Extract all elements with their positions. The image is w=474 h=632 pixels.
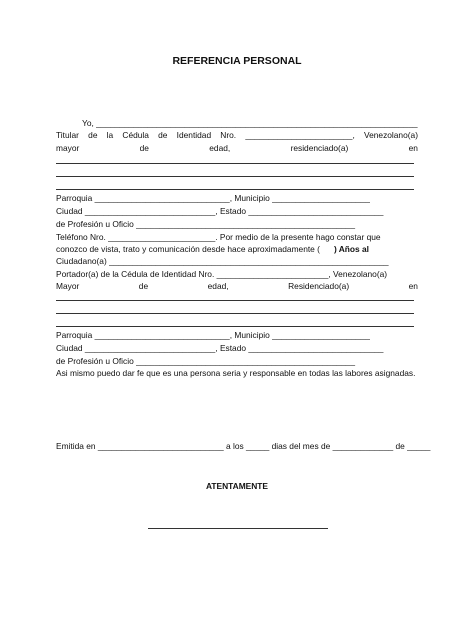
document-title: REFERENCIA PERSONAL [172, 55, 302, 67]
word: de [88, 130, 98, 140]
mayor-line [56, 143, 418, 153]
conozco-line [56, 244, 369, 254]
ciudad-line: Ciudad ____________________________, Estado _____________________________ [56, 206, 384, 216]
word: Venezolano(a) [363, 130, 418, 140]
word: Mayor [56, 281, 80, 291]
word: Nro. [220, 130, 237, 140]
word: de [158, 130, 168, 140]
yo-line: Yo, _____________________________________________________________________ [82, 118, 418, 128]
word: de [139, 143, 149, 153]
word: en [408, 143, 418, 153]
titular-line [56, 130, 418, 140]
word: mayor [56, 143, 80, 153]
parroquia-line: Parroquia _____________________________, Municipio _____________________ [56, 193, 370, 203]
word: en [408, 281, 418, 291]
parroquia-line-2: Parroquia _____________________________, Municipio _____________________ [56, 330, 370, 340]
word: la [106, 130, 114, 140]
blank-line [56, 189, 414, 190]
telefono-line: Teléfono Nro. _______________________. Por medio de la presente hago constar que [56, 232, 381, 242]
word: _______________________, [245, 130, 355, 140]
word: de [138, 281, 149, 291]
ciudad-line-2: Ciudad ____________________________, Estado _____________________________ [56, 343, 384, 353]
portador-line: Portador(a) de la Cédula de Identidad Nro. ________________________, Venezolano(a) [56, 269, 388, 279]
blank-line [56, 326, 414, 327]
emitida-line: Emitida en ___________________________ a los _____ dias del mes de _____________ de _____ [56, 441, 431, 451]
mayor2-line [56, 281, 418, 291]
ciudadano-line: Ciudadano(a) ____________________________________________________________ [56, 256, 389, 266]
profesion-line-2: de Profesión u Oficio _______________________________________________ [56, 356, 355, 366]
atentamente-heading: ATENTAMENTE [205, 481, 269, 491]
word: Identidad [176, 130, 212, 140]
asi-mismo-paragraph: Asi mismo puedo dar fe que es una persona seria y responsable en todas las labores asignadas. [56, 368, 416, 378]
blank-line [56, 163, 414, 164]
conozco-text: conozco de vista, trato y comunicación desde hace aproximadamente ( [56, 244, 320, 254]
blank-line [56, 313, 414, 314]
word: edad, [209, 143, 231, 153]
word: Cédula [122, 130, 149, 140]
signature-line [148, 528, 328, 529]
blank-line [56, 176, 414, 177]
anos-text: ) Años al [333, 244, 369, 254]
word: Residenciado(a) [288, 281, 350, 291]
word: Titular [56, 130, 79, 140]
blank-line [56, 300, 414, 301]
word: residenciado(a) [290, 143, 349, 153]
profesion-line: de Profesión u Oficio _______________________________________________ [56, 219, 355, 229]
word: edad, [207, 281, 229, 291]
